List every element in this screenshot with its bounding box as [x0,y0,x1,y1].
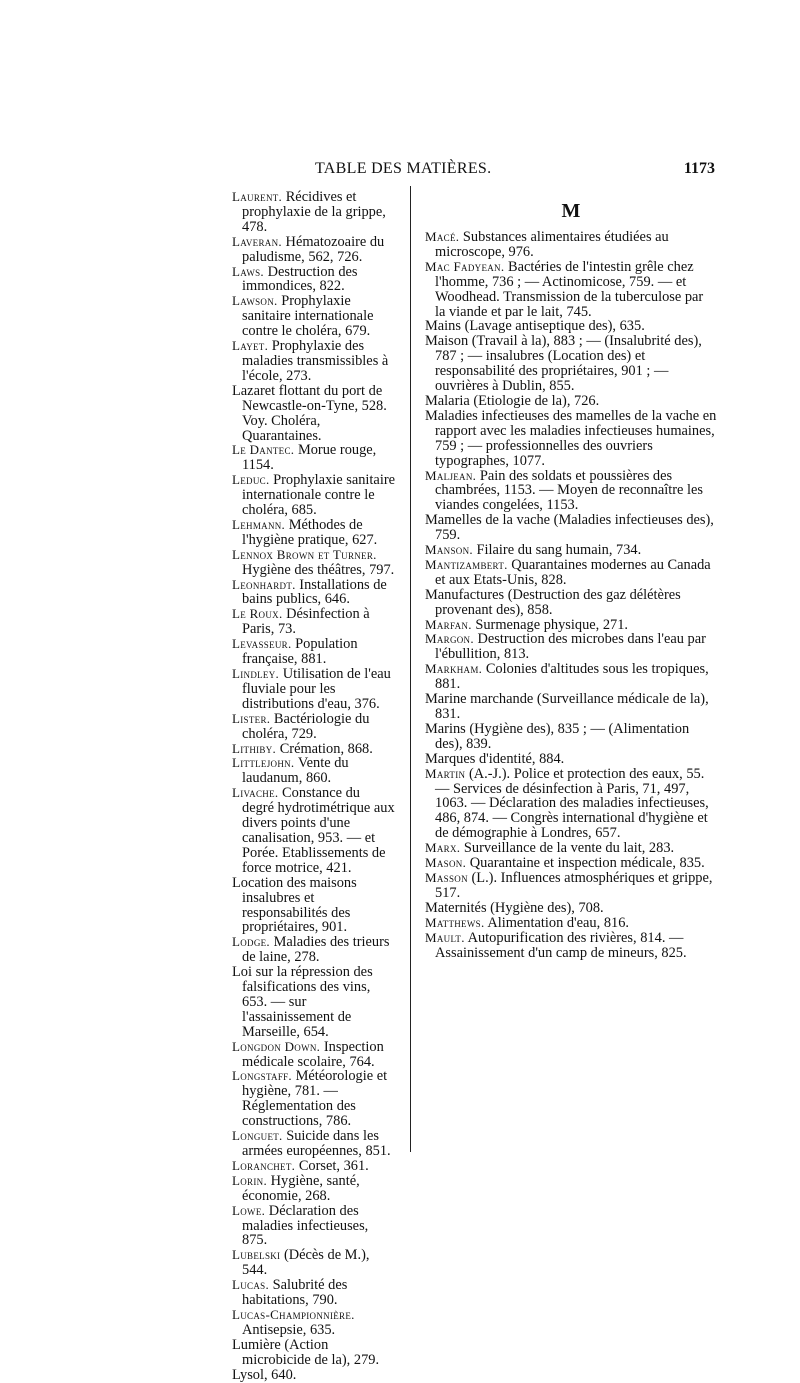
entry-author: Lubelski [232,1247,281,1263]
index-entry [425,916,717,931]
index-entry [232,965,395,1040]
page-header [315,160,715,184]
entry-text: Destruction des immondices, 822. [242,263,358,295]
entry-author: Macé. [425,229,460,244]
index-entry [232,1338,395,1368]
index-entry [425,230,717,260]
entry-author: Maljean. [425,467,477,483]
entry-text: Prophylaxie des maladies transmissibles à l'école, 273. [242,338,389,384]
entry-author: Le Dantec. [232,442,295,458]
entry-text: Hygiène des théâtres, 797. [242,561,395,578]
page-number: 1173 [683,160,715,177]
entry-text: Bactéries de l'intestin grêle chez l'homme, 736 ; — Actinomicose, 759. — et Woodhead. Transmission de la tuberculose par la viande et par le lait, 745. [435,258,704,320]
entry-text: Quarantaines modernes au Canada et aux Etats-Unis, 828. [435,556,711,588]
index-entry [425,841,717,856]
index-entry [232,1159,395,1174]
entry-text: Lysol, 640. [232,1366,297,1383]
entry-text: Déclaration des maladies infectieuses, 875. [242,1202,369,1249]
entry-author: Mantizambert. [425,556,508,572]
index-entry [232,339,395,384]
entry-text: Location des maisons insalubres et responsabilités des propriétaires, 901. [232,874,357,936]
entry-author: Lucas-Championnière. [232,1306,355,1322]
entry-author: Longstaff. [232,1068,292,1084]
entry-author: Lowe. [232,1202,266,1218]
entry-text: Inspection médicale scolaire, 764. [242,1038,384,1070]
entry-text: Marques d'identité, 884. [425,750,565,767]
entry-author: Lithiby. [232,740,277,756]
entry-author: Livache. [232,785,279,801]
index-column-right [425,192,717,960]
index-entry [232,756,395,786]
entry-text: Surmenage physique, 271. [475,616,629,633]
entry-author: Laurent. [232,189,283,204]
entry-text: Filaire du sang humain, 734. [476,542,642,559]
index-entry [232,473,395,518]
entry-text: Mamelles de la vache (Maladies infectieuses des), 759. [425,512,714,544]
index-entry [425,767,717,842]
index-entry [232,1308,395,1338]
index-entry [232,1278,395,1308]
entry-text: Corset, 361. [298,1157,369,1174]
entry-author: Loranchet. [232,1157,296,1173]
entry-text: Population française, 881. [242,636,358,668]
entry-author: Littlejohn. [232,755,295,771]
index-entry [232,294,395,339]
index-entry [232,1040,395,1070]
index-entry [232,607,395,637]
entry-text: Maladies des trieurs de laine, 278. [242,934,390,966]
entry-author: Margon. [425,631,474,647]
entry-text: Antisepsie, 635. [242,1321,336,1338]
index-entry [425,662,717,692]
index-entry [425,752,717,767]
column-divider [410,186,411,1152]
index-entry [425,558,717,588]
entry-text: Bactériologie du choléra, 729. [242,710,370,742]
index-entry [425,543,717,558]
index-column-left [232,190,395,1383]
index-entry [232,1368,395,1383]
entry-text: Hygiène, santé, économie, 268. [242,1172,360,1204]
entry-text: Mains (Lavage antiseptique des), 635. [425,318,645,335]
entry-author: Manson. [425,542,473,558]
entry-text: Pain des soldats et poussières des chambrées, 1153. — Moyen de reconnaître les viandes congelées, 1153. [435,467,703,514]
index-entry [232,518,395,548]
entry-text: Marins (Hygiène des), 835 ; — (Alimentation des), 839. [425,720,690,752]
entry-text: Loi sur la répression des falsifications des vins, 653. — sur l'assainissement de Marseille, 654. [232,964,373,1040]
entry-author: Mason. [425,855,467,871]
index-entry [232,1204,395,1249]
index-entry [425,692,717,722]
index-entry [425,931,717,961]
index-entry [425,588,717,618]
entry-text: Malaria (Etiologie de la), 726. [425,392,600,409]
index-entry [425,319,717,334]
entry-text: Quarantaine et inspection médicale, 835. [469,855,705,872]
index-entry [232,578,395,608]
index-entry [425,409,717,469]
entry-author: Lucas. [232,1277,269,1293]
entry-author: Lawson. [232,293,278,309]
entry-author: Longuet. [232,1128,283,1144]
index-entry [232,637,395,667]
entry-author: Laveran. [232,233,282,249]
entry-author: Le Roux. [232,606,283,622]
right-entries [425,230,717,960]
index-entry [425,632,717,662]
entry-text: Installations de bains publics, 646. [242,576,387,608]
entry-text: Prophylaxie sanitaire internationale contre le choléra, 679. [242,293,374,340]
running-title: TABLE DES MATIÈRES. [315,160,492,177]
index-entry [232,265,395,295]
entry-author: Longdon Down. [232,1038,321,1054]
entry-author: Marfan. [425,616,472,632]
index-entry [425,394,717,409]
section-letter: M [561,200,581,222]
entry-text: Colonies d'altitudes sous les tropiques, 881. [435,661,709,693]
entry-author: Mac Fadyean. [425,258,505,274]
entry-text: Autopurification des rivières, 814. — Assainissement d'un camp de mineurs, 825. [435,929,687,961]
entry-author: Levasseur. [232,636,292,652]
index-entry [425,469,717,514]
entry-text: Lumière (Action microbicide de la), 279. [232,1336,380,1368]
entry-author: Lodge. [232,934,270,950]
entry-text: Morue rouge, 1154. [242,442,377,474]
index-entry [425,901,717,916]
entry-text: Hématozoaire du paludisme, 562, 726. [242,233,385,265]
entry-text: (A.-J.). Police et protection des eaux, 55. — Services de désinfection à Paris, 71, 497, 1063. — Déclaration des maladies infectieuses, 486, 874. — Congrès international d'hygiène et de démographie à Londres, 657. [435,765,709,842]
entry-text: Alimentation d'eau, 816. [487,914,629,931]
index-entry [232,1069,395,1129]
index-entry [425,618,717,633]
entry-text: Désinfection à Paris, 73. [242,606,370,638]
index-entry [425,856,717,871]
index-entry [425,260,717,320]
index-entry [232,384,395,444]
entry-text: Suicide dans les armées européennes, 851. [242,1128,391,1159]
index-entry [425,871,717,901]
entry-author: Markham. [425,661,483,677]
entry-text: Maison (Travail à la), 883 ; — (Insalubrité des), 787 ; — insalubres (Location des) et responsabilité des propriétaires, 901 ; — ouvrières à Dublin, 855. [425,333,702,395]
index-entry [232,443,395,473]
index-entry [425,513,717,543]
entry-author: Lennox Brown et Turner. [232,546,377,562]
entry-author: Martin [425,765,466,781]
entry-text: Substances alimentaires étudiées au microscope, 976. [435,229,669,260]
entry-text: Maladies infectieuses des mamelles de la vache en rapport avec les maladies infectieuses humaines, 759 ; — professionnelles des ouvriers typographes, 1077. [425,407,717,469]
index-entry [425,722,717,752]
index-entry [232,548,395,578]
entry-text: Lazaret flottant du port de Newcastle-on-Tyne, 528. Voy. Choléra, Quarantaines. [232,382,387,444]
entry-author: Lorin. [232,1172,267,1188]
entry-text: Vente du laudanum, 860. [242,755,349,787]
entry-text: Destruction des microbes dans l'eau par l'ébullition, 813. [435,631,706,663]
entry-text: Récidives et prophylaxie de la grippe, 478. [242,189,386,235]
index-entry [232,235,395,265]
entry-author: Lister. [232,710,271,726]
entry-text: Constance du degré hydrotimétrique aux divers points d'une canalisation, 953. — et Porée. Etablissements de force motrice, 421. [242,785,395,876]
entry-text: Crémation, 868. [279,740,373,757]
entry-author: Matthews. [425,914,485,930]
entry-text: Utilisation de l'eau fluviale pour les distributions d'eau, 376. [242,666,391,712]
index-entry [232,712,395,742]
index-entry [232,190,395,235]
entry-author: Lehmann. [232,516,286,532]
entry-author: Leduc. [232,472,270,488]
entry-author: Mault. [425,929,465,945]
index-entry [232,786,395,875]
entry-text: Manufactures (Destruction des gaz délétères provenant des), 858. [425,586,681,618]
entry-text: (Décès de M.), 544. [242,1247,370,1279]
index-entry [232,1248,395,1278]
entry-author: Layet. [232,338,269,354]
entry-author: Marx. [425,840,461,856]
index-entry [425,334,717,394]
entry-text: Marine marchande (Surveillance médicale de la), 831. [425,691,709,722]
entry-author: Leonhardt. [232,576,296,592]
entry-author: Lindley. [232,666,280,681]
index-entry [232,1129,395,1159]
index-entry [232,876,395,936]
entry-text: Maternités (Hygiène des), 708. [425,899,604,916]
entry-text: Surveillance de la vente du lait, 283. [463,840,675,857]
index-entry [232,935,395,965]
entry-author: Laws. [232,263,264,279]
index-entry [232,742,395,757]
entry-text: Météorologie et hygiène, 781. — Réglementation des constructions, 786. [242,1068,388,1130]
entry-text: Salubrité des habitations, 790. [242,1277,348,1309]
entry-author: Masson [425,869,468,885]
index-entry [232,667,395,712]
entry-text: (L.). Influences atmosphériques et grippe, 517. [435,869,713,901]
entry-text: Méthodes de l'hygiène pratique, 627. [242,516,378,548]
index-entry [232,1174,395,1204]
entry-text: Prophylaxie sanitaire internationale contre le choléra, 685. [242,472,395,519]
